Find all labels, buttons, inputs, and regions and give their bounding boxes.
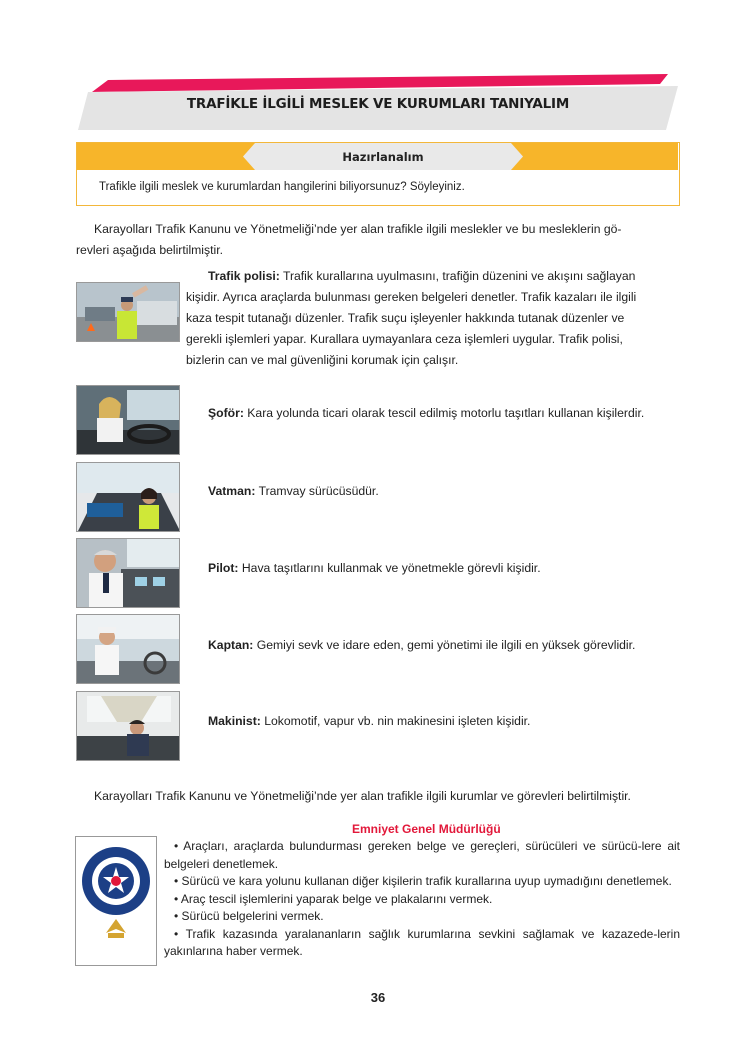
police-line-5: bizlerin can ve mal güvenliğini korumak için çalışır. bbox=[186, 353, 459, 367]
profession-driver bbox=[208, 406, 644, 420]
profession-pilot-desc: Hava taşıtlarını kullanmak ve yönetmekle görevli kişidir. bbox=[241, 561, 541, 575]
traffic-police-photo bbox=[76, 282, 180, 342]
profession-pilot bbox=[208, 561, 541, 575]
intro-line-2: revleri aşağıda belirtilmiştir. bbox=[76, 243, 223, 257]
prep-label: Hazırlanalım bbox=[342, 150, 424, 164]
egm-duty-item: • Araç tescil işlemlerini yaparak belge ve plakalarını vermek. bbox=[174, 891, 493, 906]
egm-duty-item: • Sürücü belgelerini vermek. bbox=[174, 909, 324, 923]
tram-driver-photo bbox=[76, 462, 180, 532]
profession-driver-desc: Kara yolunda ticari olarak tescil edilmiş motorlu taşıtları kullanan kişilerdir. bbox=[247, 406, 645, 420]
police-logo bbox=[76, 837, 156, 965]
page-number: 36 bbox=[370, 990, 386, 1005]
profession-captain-term: Kaptan: bbox=[208, 638, 254, 652]
egm-duty-item: • Araçları, araçlarda bulundurması gereken belge ve gereçleri, sürücüleri ve sürücü-lere ait belgeleri denetlemek. bbox=[164, 839, 680, 871]
machinist-photo bbox=[76, 691, 180, 761]
profession-machinist bbox=[208, 714, 530, 728]
police-term: Trafik polisi: bbox=[208, 269, 280, 283]
profession-tram-desc: Tramvay sürücüsüdür. bbox=[258, 484, 379, 498]
profession-captain bbox=[208, 638, 635, 652]
police-line-2: kişidir. Ayrıca araçlarda bulunması gereken belgeleri denetler. Trafik kazaları ile ilgili bbox=[186, 290, 637, 304]
prep-question: Trafikle ilgili meslek ve kurumlardan hangilerini biliyorsunuz? Söyleyiniz. bbox=[99, 181, 465, 193]
profession-machinist-desc: Lokomotif, vapur vb. nin makinesini işleten kişidir. bbox=[264, 714, 531, 728]
driver-photo bbox=[76, 385, 180, 455]
police-logo-box bbox=[75, 836, 157, 966]
police-text-1: Trafik kurallarına uyulmasını, trafiğin düzenini ve akışını sağlayan bbox=[282, 269, 636, 283]
profession-driver-term: Şoför: bbox=[208, 406, 244, 420]
title-banner bbox=[78, 72, 678, 134]
egm-duty-item: • Sürücü ve kara yolunu kullanan diğer kişilerin trafik kurallarına uyup uymadığını denetlemek. bbox=[174, 874, 672, 888]
profession-pilot-term: Pilot: bbox=[208, 561, 239, 575]
institutions-intro: Karayolları Trafik Kanunu ve Yönetmeliği’nde yer alan trafikle ilgili kurumlar ve görevleri belirtilmiştir. bbox=[94, 789, 631, 803]
pilot-photo bbox=[76, 538, 180, 608]
egm-duty-item: • Trafik kazasında yaralananların sağlık kurumlarına sevkini sağlamak ve kazazede-lerin yakınlarına haber vermek. bbox=[164, 926, 680, 958]
captain-photo bbox=[76, 614, 180, 684]
profession-tram bbox=[208, 484, 379, 498]
police-line-1 bbox=[208, 266, 680, 287]
police-line-4: gerekli işlemleri yapar. Kurallara uymayanlara ceza işlemleri uygular. Trafik polisi, bbox=[186, 332, 623, 346]
prep-box bbox=[76, 142, 680, 206]
profession-tram-term: Vatman: bbox=[208, 484, 256, 498]
police-line-3: kaza tespit tutanağı düzenler. Trafik suçu işleyenler hakkında tutanak düzenler ve bbox=[186, 311, 625, 325]
egm-duties-list bbox=[164, 838, 680, 961]
intro-line-1: Karayolları Trafik Kanunu ve Yönetmeliği’nde yer alan trafikle ilgili meslekler ve bu mesleklerin gö- bbox=[94, 222, 622, 236]
profession-machinist-term: Makinist: bbox=[208, 714, 261, 728]
profession-captain-desc: Gemiyi sevk ve idare eden, gemi yönetimi ile ilgili en yüksek görevlidir. bbox=[256, 638, 636, 652]
egm-title: Emniyet Genel Müdürlüğü bbox=[352, 822, 501, 836]
page-title: TRAFİKLE İLGİLİ MESLEK VE KURUMLARI TANIYALIM bbox=[186, 96, 570, 112]
